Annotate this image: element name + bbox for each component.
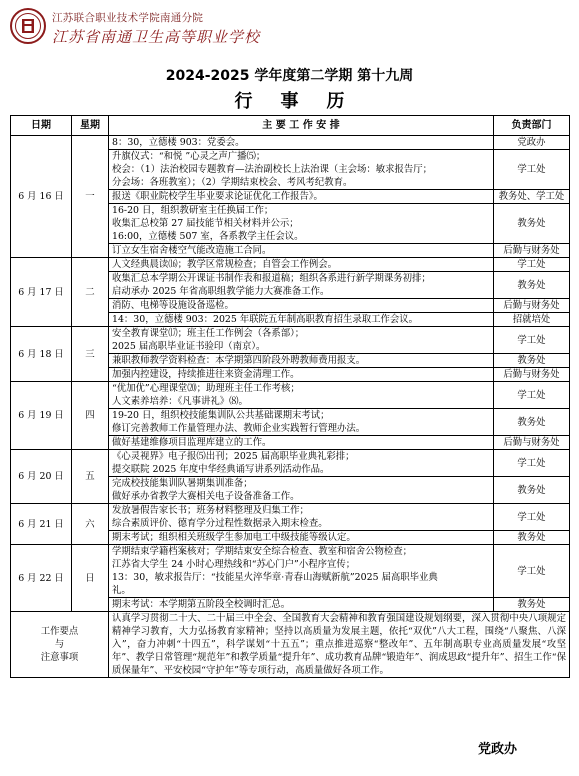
department-cell: 教务处 [494, 354, 570, 368]
school-name-script: 江苏省南通卫生高等职业学校 [52, 28, 261, 46]
work-item-line: 期末考试：本学期第五阶段全校调时汇总。 [112, 599, 291, 610]
work-items-cell [109, 244, 494, 258]
schedule-body [11, 136, 570, 612]
work-items-cell [109, 409, 494, 436]
work-items-cell [109, 436, 494, 450]
table-row [11, 258, 570, 272]
weekday-cell: 一 [72, 136, 109, 258]
work-item-line: 修订完善教师工作量管理办法、教师企业实践暂行管理办法。 [112, 423, 366, 434]
notes-label-line: 注意事项 [40, 652, 79, 663]
work-items-cell [109, 545, 494, 598]
work-items-cell [109, 327, 494, 354]
weekday-cell: 三 [72, 327, 109, 382]
school-name: 江苏联合职业技术学院南通分院 [52, 12, 204, 24]
work-item-line: 分会场：各班教室）；（2）学期结束校会、考风考纪教育。 [112, 177, 353, 188]
table-row [11, 327, 570, 354]
date-cell: 6 月 16 日 [11, 136, 72, 258]
department-cell: 后勤与财务处 [494, 436, 570, 450]
work-item-line: 《心灵视界》电子报⑸出刊；2025 届高职毕业典礼彩排； [112, 451, 355, 462]
work-items-cell [109, 258, 494, 272]
department-cell: 教务处 [494, 272, 570, 299]
notes-label [11, 612, 109, 678]
work-item-line: 人文素养培养：《凡事讲礼》⑻。 [112, 396, 248, 407]
work-items-cell [109, 204, 494, 244]
work-item-line: 礼。 [112, 585, 131, 596]
schedule-table [10, 115, 570, 678]
work-items-cell [109, 504, 494, 531]
department-cell: 教务处 [494, 598, 570, 612]
work-item-line: 13：30，敏求报告厅：“技能星火淬华章·青春山海赋新航”2025 届高职毕业典 [112, 572, 438, 583]
work-items-cell [109, 598, 494, 612]
work-item-line: 发放暑假告家长书；班务材料整理及归集工作； [112, 505, 309, 516]
header-department: 负责部门 [494, 116, 570, 136]
department-cell: 学工处 [494, 150, 570, 190]
work-item-line: 做好承办省教学大赛相关电子设备准备工作。 [112, 491, 300, 502]
work-item-line: 16:00，立德楼 507 室，各系教学主任会议。 [112, 231, 304, 242]
work-item-line: 期末考试；组织相关班级学生参加电工中级技能等级认定。 [112, 532, 356, 543]
work-items-cell [109, 531, 494, 545]
issuer-signature: 党政办 [477, 742, 517, 757]
date-cell: 6 月 20 日 [11, 450, 72, 504]
department-cell: 学工处 [494, 258, 570, 272]
department-cell: 后勤与财务处 [494, 368, 570, 382]
department-cell: 教务处、学工处 [494, 190, 570, 204]
work-item-line: 收集汇总本学期公开课证书制作表和报道稿；组织各系进行新学期课务初排； [112, 273, 431, 284]
department-cell: 学工处 [494, 504, 570, 531]
work-item-line: 兼职教师教学资料检查：本学期第四阶段外聘教师费用报支。 [112, 355, 366, 366]
header-work-items: 主 要 工 作 安 排 [109, 116, 494, 136]
work-items-cell [109, 368, 494, 382]
document-title: 2024-2025 学年度第二学期 第十九周 [165, 68, 414, 84]
notes-row [11, 612, 570, 678]
department-cell: 后勤与财务处 [494, 299, 570, 313]
weekday-cell: 四 [72, 382, 109, 450]
work-item-line: “优加优”心理课堂⒇；助理班主任工作考核； [112, 383, 300, 394]
work-item-line: 升旗仪式：“和悦 ”心灵之声广播⑸； [112, 151, 266, 162]
header-weekday: 星期 [72, 116, 109, 136]
work-item-line: 启动承办 2025 年省高职组教学能力大赛准备工作。 [112, 286, 330, 297]
department-cell: 后勤与财务处 [494, 244, 570, 258]
table-row [11, 450, 570, 477]
document-subtitle: 行事历 [234, 91, 373, 112]
table-row [11, 504, 570, 531]
table-header-row [11, 116, 570, 136]
work-item-line: 学期结束学籍档案核对；学期结束安全综合检查、教室和宿舍公物检查； [112, 546, 413, 557]
work-item-line: 16-20 日，组织教研室主任换届工作； [112, 205, 274, 216]
table-row [11, 382, 570, 409]
department-cell: 教务处 [494, 204, 570, 244]
table-row [11, 545, 570, 598]
work-items-cell [109, 477, 494, 504]
school-header [8, 6, 268, 50]
school-logo-icon [10, 8, 46, 44]
date-cell: 6 月 21 日 [11, 504, 72, 545]
work-item-line: 报送《职业院校学生毕业要求论证优化工作报告》。 [112, 191, 323, 202]
department-cell: 教务处 [494, 477, 570, 504]
weekday-cell: 二 [72, 258, 109, 327]
work-items-cell [109, 136, 494, 150]
work-items-cell [109, 382, 494, 409]
work-item-line: 校会：（1）法治校园专题教育—法治副校长上法治课（主会场：敏求报告厅； [112, 164, 433, 175]
notes-label-line: 工作要点 [40, 626, 79, 637]
work-item-line: 人文经典晨读⒃；教学区常规检查；自管会工作例会。 [112, 259, 338, 270]
department-cell: 学工处 [494, 545, 570, 598]
work-item-line: 收集汇总校第 27 届技能节相关材料并公示； [112, 218, 299, 229]
work-item-line: 做好基建维修项目监理库建立的工作。 [112, 437, 272, 448]
work-items-cell [109, 450, 494, 477]
weekday-cell: 日 [72, 545, 109, 612]
table-row [11, 136, 570, 150]
work-item-line: 8：30，立德楼 903：党委会。 [112, 137, 245, 148]
work-item-line: 2025 届高职毕业证书验印（南京）。 [112, 341, 266, 352]
date-cell: 6 月 17 日 [11, 258, 72, 327]
department-cell: 学工处 [494, 382, 570, 409]
department-cell: 招就培处 [494, 313, 570, 327]
work-item-line: 加强内控建设，持续推进往来资金清理工作。 [112, 369, 300, 380]
weekday-cell: 五 [72, 450, 109, 504]
weekday-cell: 六 [72, 504, 109, 545]
work-items-cell [109, 299, 494, 313]
work-item-line: 提交联院 2025 年度中华经典诵写讲系列活动作品。 [112, 464, 330, 475]
work-item-line: 江苏省大学生 24 小时心理热线和“苏心门户”小程序宣传； [112, 559, 356, 570]
work-item-line: 19-20 日，组织校技能集训队公共基础课期末考试； [112, 410, 330, 421]
department-cell: 教务处 [494, 409, 570, 436]
work-items-cell [109, 150, 494, 190]
department-cell: 学工处 [494, 327, 570, 354]
work-item-line: 安全教育课堂⒄；班主任工作例会（各系部）； [112, 328, 305, 339]
notes-label-line: 与 [54, 639, 65, 650]
work-item-line: 完成校技能集训队暑期集训准备； [112, 478, 253, 489]
work-item-line: 14：30，立德楼 903：2025 年联院五年制高职教育招生录取工作会议。 [112, 314, 418, 325]
date-cell: 6 月 19 日 [11, 382, 72, 450]
date-cell: 6 月 18 日 [11, 327, 72, 382]
work-item-line: 综合素质评价、德育学分过程性数据录入期末检查。 [112, 518, 328, 529]
department-cell: 党政办 [494, 136, 570, 150]
work-item-line: 订立女生宿舍楼空气能改造施工合同。 [112, 245, 272, 256]
work-items-cell [109, 272, 494, 299]
work-items-cell [109, 313, 494, 327]
department-cell: 教务处 [494, 531, 570, 545]
date-cell: 6 月 22 日 [11, 545, 72, 612]
department-cell: 学工处 [494, 450, 570, 477]
header-date: 日期 [11, 116, 72, 136]
notes-text: 认真学习贯彻二十大、二十届三中全会、全国教育大会精神和教育强国建设规划纲要，深入贯彻中央八项规定精神学习教育，大力弘扬教育家精神；坚持以高质量为发展主题，依托“双优”八大工程，围绕“八聚焦、八深入”，奋力冲刺“十四五”，科学谋划“十五五”；重点推进巡察“整改年”、五年制高职专业高质量发展“攻坚年”、教学日常管理“规范年”和教学质量“提升年”、成功教育品牌“锻造年”、润成思政“提升年”、招生工作“保质保量年”、平安校园“守护年”等专项行动，高质量做好各项工作。 [109, 612, 570, 678]
work-items-cell [109, 190, 494, 204]
work-items-cell [109, 354, 494, 368]
work-item-line: 消防、电梯等设施设备巡检。 [112, 300, 234, 311]
